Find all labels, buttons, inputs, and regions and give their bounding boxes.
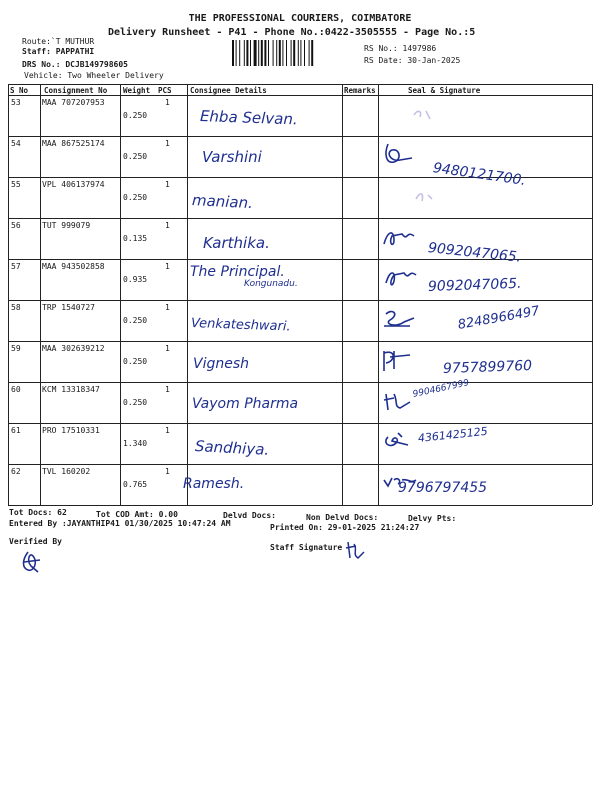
staff-signature bbox=[344, 540, 366, 560]
pieces-count: 1 bbox=[165, 467, 170, 476]
total-cod: Tot COD Amt: 0.00 bbox=[96, 510, 178, 519]
receiver-signature bbox=[380, 222, 420, 252]
receiver-phone-handwriting: 9796797455 bbox=[398, 480, 488, 496]
receiver-signature bbox=[380, 304, 420, 334]
serial-number: 61 bbox=[11, 426, 21, 435]
weight-value: 1.340 bbox=[123, 439, 148, 448]
receiver-signature bbox=[380, 345, 420, 375]
verifier-signature bbox=[18, 548, 48, 576]
consignment-number: TRP 1540727 bbox=[42, 303, 95, 312]
non-delivered-docs: Non Delvd Docs: bbox=[306, 513, 379, 522]
pieces-count: 1 bbox=[165, 221, 170, 230]
header-sno: S No bbox=[10, 86, 29, 95]
weight-value: 0.250 bbox=[123, 193, 148, 202]
receiver-phone-handwriting: 9092047065. bbox=[427, 275, 522, 295]
consignee-handwriting: Ehba Selvan. bbox=[199, 107, 298, 129]
receiver-phone-handwriting: 9092047065. bbox=[427, 240, 522, 266]
pieces-count: 1 bbox=[165, 426, 170, 435]
receiver-signature bbox=[380, 263, 420, 293]
weight-value: 0.250 bbox=[123, 316, 148, 325]
rs-number: RS No.: 1497986 bbox=[364, 44, 437, 53]
weight-value: 0.250 bbox=[123, 398, 148, 407]
company-name: THE PROFESSIONAL COURIERS, COIMBATORE bbox=[188, 13, 412, 24]
header-weight: Weight bbox=[123, 86, 151, 95]
consignment-number: MAA 302639212 bbox=[42, 344, 105, 353]
drs-number: DRS No.: DCJB149798605 bbox=[22, 60, 128, 69]
consignment-number: TUT 999079 bbox=[42, 221, 91, 230]
pieces-count: 1 bbox=[165, 262, 170, 271]
consignment-number: MAA 707207953 bbox=[42, 98, 105, 107]
consignee-handwriting: The Principal. bbox=[190, 264, 285, 280]
receiver-signature bbox=[408, 181, 448, 211]
pieces-count: 1 bbox=[165, 98, 170, 107]
runsheet-table bbox=[8, 84, 592, 505]
entered-by: Entered By :JAYANTHIP41 01/30/2025 10:47:24 AM bbox=[9, 519, 231, 528]
weight-value: 0.135 bbox=[123, 234, 148, 243]
consignee-handwriting: Vignesh bbox=[193, 356, 250, 372]
total-docs: Tot Docs: 62 bbox=[9, 508, 67, 517]
serial-number: 58 bbox=[11, 303, 21, 312]
staff-signature-label: Staff Signature bbox=[270, 543, 343, 552]
serial-number: 53 bbox=[11, 98, 21, 107]
consignment-number: MAA 867525174 bbox=[42, 139, 105, 148]
receiver-phone-handwriting: 9757899760 bbox=[442, 357, 533, 377]
pieces-count: 1 bbox=[165, 180, 170, 189]
weight-value: 0.935 bbox=[123, 275, 148, 284]
serial-number: 55 bbox=[11, 180, 21, 189]
pieces-count: 1 bbox=[165, 344, 170, 353]
consignment-number: TVL 160202 bbox=[42, 467, 91, 476]
weight-value: 0.765 bbox=[123, 480, 148, 489]
consignment-number: PRO 17510331 bbox=[42, 426, 100, 435]
receiver-phone-handwriting: 4361425125 bbox=[417, 424, 489, 445]
serial-number: 56 bbox=[11, 221, 21, 230]
pieces-count: 1 bbox=[165, 139, 170, 148]
delivered-docs: Delvd Docs: bbox=[223, 511, 276, 520]
receiver-signature bbox=[380, 140, 420, 170]
serial-number: 54 bbox=[11, 139, 21, 148]
consignee-handwriting: Karthika. bbox=[203, 234, 270, 252]
consignee-handwriting: Vayom Pharma bbox=[192, 396, 299, 412]
pieces-count: 1 bbox=[165, 385, 170, 394]
receiver-phone-handwriting: 9904667999 bbox=[411, 378, 471, 400]
weight-value: 0.250 bbox=[123, 111, 148, 120]
header-remarks: Remarks bbox=[344, 86, 376, 95]
consignee-handwriting-line2: Kongunadu. bbox=[244, 279, 298, 289]
consignee-handwriting: Venkateshwari. bbox=[190, 316, 291, 335]
consignee-handwriting: Varshini bbox=[202, 148, 262, 166]
consignee-handwriting: Ramesh. bbox=[183, 476, 245, 492]
consignment-number: KCM 13318347 bbox=[42, 385, 100, 394]
route-label: Route:`T MUTHUR bbox=[22, 37, 95, 46]
verified-by-label: Verified By bbox=[9, 537, 62, 546]
consignment-number: MAA 943502858 bbox=[42, 262, 105, 271]
header-consignee: Consignee Details bbox=[190, 86, 267, 95]
vehicle-label: Vehicle: Two Wheeler Delivery bbox=[24, 71, 164, 80]
header-signature: Seal & Signature bbox=[408, 86, 481, 95]
receiver-signature bbox=[380, 386, 420, 416]
rs-date: RS Date: 30-Jan-2025 bbox=[364, 56, 461, 65]
consignee-handwriting: manian. bbox=[191, 191, 254, 213]
receiver-signature bbox=[408, 99, 448, 129]
serial-number: 62 bbox=[11, 467, 21, 476]
weight-value: 0.250 bbox=[123, 357, 148, 366]
consignment-number: VPL 406137974 bbox=[42, 180, 105, 189]
staff-label: Staff: PAPPATHI bbox=[22, 47, 95, 56]
barcode bbox=[232, 40, 354, 66]
consignee-handwriting: Sandhiya. bbox=[194, 437, 270, 459]
delivery-points: Delvy Pts: bbox=[408, 514, 457, 523]
receiver-phone-handwriting: 8248966497 bbox=[456, 303, 541, 333]
serial-number: 60 bbox=[11, 385, 21, 394]
runsheet-title: Delivery Runsheet - P41 - Phone No.:0422-3505555 - Page No.:5 bbox=[108, 27, 476, 38]
header-consignment: Consignment No bbox=[44, 86, 108, 95]
printed-on: Printed On: 29-01-2025 21:24:27 bbox=[270, 523, 420, 532]
weight-value: 0.250 bbox=[123, 152, 148, 161]
receiver-phone-handwriting: 9480121700. bbox=[431, 160, 527, 189]
serial-number: 57 bbox=[11, 262, 21, 271]
receiver-signature bbox=[380, 427, 420, 457]
header-pcs: PCS bbox=[158, 86, 172, 95]
pieces-count: 1 bbox=[165, 303, 170, 312]
receiver-signature bbox=[380, 468, 420, 498]
serial-number: 59 bbox=[11, 344, 21, 353]
